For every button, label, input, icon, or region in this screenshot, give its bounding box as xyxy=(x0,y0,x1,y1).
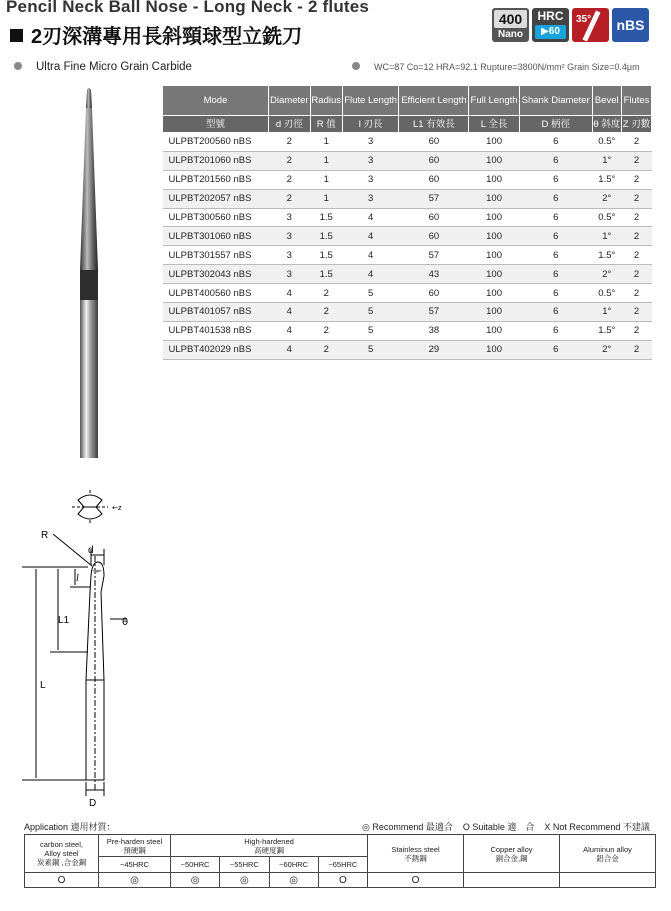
spec-cell: 4 xyxy=(342,246,399,265)
app-text: Pre-harden steel xyxy=(106,836,163,846)
app-text: 銅合金,鋼 xyxy=(495,853,528,863)
app-text: High-hardened xyxy=(244,836,294,846)
app-col-carbon xyxy=(25,835,99,873)
app-symbol: ◎ xyxy=(269,873,318,888)
label-flute-length: l xyxy=(76,573,79,584)
header-zh: d 刃徑 xyxy=(269,116,311,133)
spec-cell: 3 xyxy=(269,227,311,246)
app-text: carbon steel, xyxy=(40,840,83,849)
spec-cell: 5 xyxy=(342,321,399,340)
spec-cell: 6 xyxy=(519,227,592,246)
spec-cell: 2 xyxy=(310,284,342,303)
spec-cell: 2 xyxy=(622,208,652,227)
app-symbol xyxy=(560,873,656,888)
header-zh: D 柄徑 xyxy=(519,116,592,133)
app-text: Alloy steel xyxy=(44,849,79,858)
spec-cell: 2° xyxy=(592,189,621,208)
z-label: ←z xyxy=(112,504,122,512)
spec-cell: 2 xyxy=(622,227,652,246)
spec-cell: 60 xyxy=(399,284,469,303)
spec-cell: 2 xyxy=(622,151,652,170)
label-bevel: θ xyxy=(122,617,129,628)
title-chinese-text: 2刃深溝專用長斜頸球型立銑刀 xyxy=(31,26,303,48)
app-col-copper xyxy=(464,835,560,873)
spec-cell: 6 xyxy=(519,151,592,170)
header-mode: Mode xyxy=(163,86,269,116)
spec-cell: 2 xyxy=(622,170,652,189)
helix-angle-value: 35° xyxy=(576,14,592,25)
spec-cell: 3 xyxy=(342,133,399,152)
app-col-highhard xyxy=(171,835,368,857)
app-col-aluminum xyxy=(560,835,656,873)
legend-not-recommend: X Not Recommend 不建議 xyxy=(544,822,650,832)
spec-cell: 1.5 xyxy=(310,246,342,265)
spec-cell: 4 xyxy=(269,340,311,359)
model-cell: ULPBT400560 nBS xyxy=(163,284,269,303)
spec-cell: 1 xyxy=(310,170,342,189)
legend-suitable: O Suitable 適 合 xyxy=(462,822,535,832)
spec-cell: 5 xyxy=(342,303,399,322)
spec-cell: 6 xyxy=(519,189,592,208)
app-sub-60: ~60HRC xyxy=(269,857,318,873)
spec-cell: 100 xyxy=(469,208,520,227)
spec-cell: 29 xyxy=(399,340,469,359)
app-symbol: O xyxy=(318,873,367,888)
header-zh: θ 斜度 xyxy=(592,116,621,133)
spec-cell: 2 xyxy=(269,151,311,170)
app-text: 炭素鋼 ,合金鋼 xyxy=(36,858,87,867)
spec-cell: 6 xyxy=(519,284,592,303)
header-zh: Z 刃數 xyxy=(622,116,652,133)
spec-cell: 1° xyxy=(592,227,621,246)
nano-badge-number: 400 xyxy=(494,10,527,28)
spec-cell: 6 xyxy=(519,265,592,284)
spec-cell: 2 xyxy=(310,321,342,340)
spec-cell: 1.5 xyxy=(310,227,342,246)
spec-cell: 4 xyxy=(269,321,311,340)
app-symbol: ◎ xyxy=(99,873,171,888)
app-symbol: ◎ xyxy=(171,873,220,888)
spec-cell: 2 xyxy=(622,321,652,340)
spec-cell: 60 xyxy=(399,227,469,246)
app-symbol: O xyxy=(25,873,99,888)
spec-cell: 1.5 xyxy=(310,208,342,227)
spec-cell: 4 xyxy=(342,208,399,227)
app-text: Copper alloy xyxy=(490,844,533,854)
spec-cell: 0.5° xyxy=(592,284,621,303)
nano-badge-label: Nano xyxy=(498,29,523,40)
spec-cell: 100 xyxy=(469,170,520,189)
spec-cell: 38 xyxy=(399,321,469,340)
spec-cell: 1.5° xyxy=(592,170,621,189)
spec-cell: 2 xyxy=(622,189,652,208)
spec-cell: 6 xyxy=(519,246,592,265)
app-sub-65: ~65HRC xyxy=(318,857,367,873)
model-cell: ULPBT300560 nBS xyxy=(163,208,269,227)
spec-cell: 2 xyxy=(269,189,311,208)
end-view-icon xyxy=(72,490,108,524)
spec-cell: 100 xyxy=(469,227,520,246)
spec-cell: 1.5 xyxy=(310,265,342,284)
spec-cell: 100 xyxy=(469,246,520,265)
header-radius: Radius xyxy=(310,86,342,116)
spec-cell: 4 xyxy=(269,284,311,303)
nbs-badge: nBS xyxy=(612,8,649,42)
spec-cell: 60 xyxy=(399,170,469,189)
label-full-length: L xyxy=(40,680,46,691)
spec-cell: 57 xyxy=(399,246,469,265)
spec-cell: 100 xyxy=(469,265,520,284)
spec-cell: 4 xyxy=(342,227,399,246)
app-symbol: O xyxy=(368,873,464,888)
model-cell: ULPBT401538 nBS xyxy=(163,321,269,340)
material-spec-text: WC=87 Co=12 HRA=92.1 Rupture=3800N/mm² Grain Size=0.4μm xyxy=(374,62,640,72)
spec-cell: 2° xyxy=(592,340,621,359)
spec-cell: 4 xyxy=(342,265,399,284)
spec-cell: 5 xyxy=(342,284,399,303)
spec-cell: 0.5° xyxy=(592,133,621,152)
spec-cell: 43 xyxy=(399,265,469,284)
app-symbol xyxy=(464,873,560,888)
title-english: Pencil Neck Ball Nose - Long Neck - 2 flutes xyxy=(6,0,370,16)
model-cell: ULPBT301557 nBS xyxy=(163,246,269,265)
app-text: 高硬度鋼 xyxy=(254,845,284,855)
application-label: Application 適用材質： xyxy=(24,822,116,832)
spec-cell: 60 xyxy=(399,208,469,227)
app-sub-50: ~50HRC xyxy=(171,857,220,873)
spec-cell: 60 xyxy=(399,151,469,170)
spec-cell: 57 xyxy=(399,303,469,322)
header-zh: R 值 xyxy=(310,116,342,133)
spec-cell: 2 xyxy=(310,303,342,322)
spec-cell: 1° xyxy=(592,151,621,170)
spec-cell: 100 xyxy=(469,284,520,303)
spec-cell: 100 xyxy=(469,340,520,359)
spec-cell: 3 xyxy=(269,208,311,227)
spec-cell: 6 xyxy=(519,340,592,359)
model-cell: ULPBT301060 nBS xyxy=(163,227,269,246)
label-radius: R xyxy=(41,530,49,541)
spec-cell: 100 xyxy=(469,151,520,170)
spec-cell: 2 xyxy=(622,303,652,322)
header-shank-diameter: Shank Diameter xyxy=(519,86,592,116)
spec-cell: 1° xyxy=(592,303,621,322)
spec-cell: 2 xyxy=(310,340,342,359)
model-cell: ULPBT302043 nBS xyxy=(163,265,269,284)
header-zh: L1 有效長 xyxy=(399,116,469,133)
hrc-badge-label: HRC xyxy=(537,9,564,23)
spec-cell: 100 xyxy=(469,321,520,340)
header-full-length: Full Length xyxy=(469,86,520,116)
spec-cell: 5 xyxy=(342,340,399,359)
spec-cell: 100 xyxy=(469,189,520,208)
header-zh: L 全長 xyxy=(469,116,520,133)
material-text: Ultra Fine Micro Grain Carbide xyxy=(36,61,192,73)
spec-cell: 2 xyxy=(269,170,311,189)
spec-cell: 2 xyxy=(622,246,652,265)
header-flute-length: Flute Length xyxy=(342,86,399,116)
app-col-stainless xyxy=(368,835,464,873)
spec-cell: 6 xyxy=(519,133,592,152)
spec-cell: 60 xyxy=(399,133,469,152)
spec-cell: 1.5° xyxy=(592,321,621,340)
spec-cell: 1.5° xyxy=(592,246,621,265)
hrc-badge-value: ▶60 xyxy=(535,25,566,39)
tool-drawing xyxy=(22,534,129,796)
spec-cell: 100 xyxy=(469,303,520,322)
end-mill-photo xyxy=(80,88,98,458)
legend-recommend: ◎ Recommend 最適合 xyxy=(362,822,453,832)
spec-cell: 3 xyxy=(269,265,311,284)
spec-cell: 2 xyxy=(622,284,652,303)
app-col-prehard xyxy=(99,835,171,857)
model-cell: ULPBT202057 nBS xyxy=(163,189,269,208)
app-sub-55: ~55HRC xyxy=(220,857,269,873)
spec-cell: 3 xyxy=(342,189,399,208)
spec-cell: 3 xyxy=(269,246,311,265)
spec-cell: 3 xyxy=(342,151,399,170)
model-cell: ULPBT402029 nBS xyxy=(163,340,269,359)
header-bevel: Bevel xyxy=(592,86,621,116)
label-shank-diameter: D xyxy=(89,798,97,809)
spec-cell: 1 xyxy=(310,151,342,170)
header-flutes: Flutes xyxy=(622,86,652,116)
label-efficient-length: L1 xyxy=(58,615,70,626)
spec-cell: 6 xyxy=(519,321,592,340)
app-symbol: ◎ xyxy=(220,873,269,888)
application-symbol-row xyxy=(25,873,656,888)
app-text: Aluminun alloy xyxy=(583,844,632,854)
app-text: 不銹鋼 xyxy=(404,853,427,863)
spec-cell: 2 xyxy=(622,340,652,359)
spec-cell: 2° xyxy=(592,265,621,284)
label-diameter: d xyxy=(88,545,94,556)
model-cell: ULPBT201560 nBS xyxy=(163,170,269,189)
model-cell: ULPBT200560 nBS xyxy=(163,133,269,152)
header-zh: l 刃長 xyxy=(342,116,399,133)
spec-cell: 6 xyxy=(519,170,592,189)
spec-cell: 4 xyxy=(269,303,311,322)
application-header-row xyxy=(25,835,656,857)
spec-cell: 57 xyxy=(399,189,469,208)
spec-cell: 6 xyxy=(519,208,592,227)
header-diameter: Diameter xyxy=(269,86,311,116)
header-zh: 型號 xyxy=(163,116,269,133)
spec-cell: 1 xyxy=(310,189,342,208)
spec-cell: 0.5° xyxy=(592,208,621,227)
app-sub-prehard: ~45HRC xyxy=(99,857,171,873)
app-text: Stainless steel xyxy=(391,844,440,854)
spec-cell: 3 xyxy=(342,170,399,189)
spec-cell: 1 xyxy=(310,133,342,152)
spec-cell: 100 xyxy=(469,133,520,152)
spec-cell: 2 xyxy=(622,265,652,284)
model-cell: ULPBT401057 nBS xyxy=(163,303,269,322)
spec-cell: 6 xyxy=(519,303,592,322)
app-text: 鋁合金 xyxy=(596,853,619,863)
application-table xyxy=(24,834,656,888)
model-cell: ULPBT201060 nBS xyxy=(163,151,269,170)
spec-cell: 2 xyxy=(269,133,311,152)
header-efficient-length: Efficient Length xyxy=(399,86,469,116)
application-legend xyxy=(362,820,650,833)
spec-cell: 2 xyxy=(622,133,652,152)
app-text: 預硬鋼 xyxy=(123,845,146,855)
